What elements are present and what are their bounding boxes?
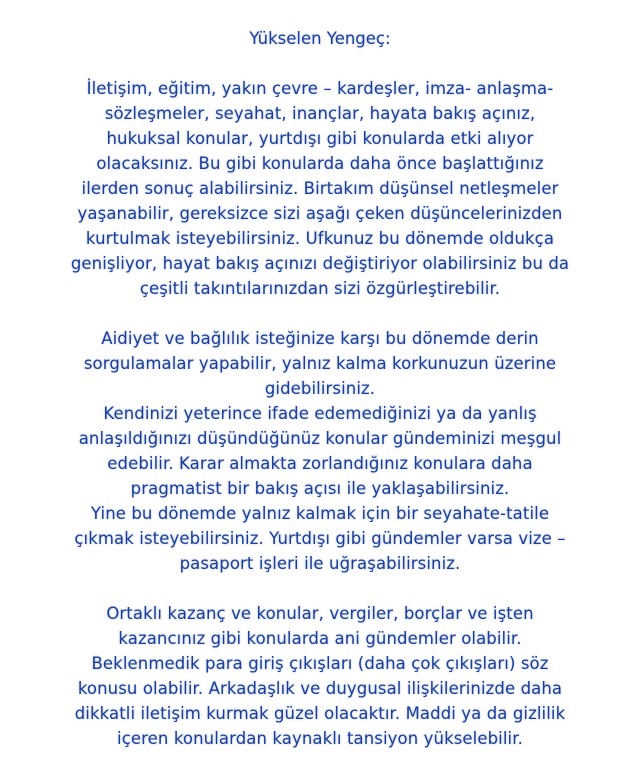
text-line: ilerden sonuç alabilirsiniz. Birtakım düşünsel netleşmeler: [81, 179, 559, 198]
text-line: Kendinizi yeterince ifade edemediğinizi ya da yanlış: [103, 404, 537, 423]
text-line: pasaport işleri ile uğraşabilirsiniz.: [179, 554, 461, 573]
document-title: Yükselen Yengeç:: [249, 29, 391, 48]
text-line: Ortaklı kazanç ve konular, vergiler, borçlar ve işten: [106, 604, 534, 623]
text-line: sorgulamalar yapabilir, yalnız kalma korkunuzun üzerine: [83, 354, 557, 373]
text-line: Aidiyet ve bağlılık isteğinize karşı bu dönemde derin: [101, 329, 539, 348]
paragraph-2: [22, 326, 618, 576]
paragraph-1: [22, 76, 618, 301]
text-line: çıkmak isteyebilirsiniz. Yurtdışı gibi gündemler varsa vize –: [74, 529, 566, 548]
text-line: çeşitli takıntılarınızdan sizi özgürleştirebilir.: [139, 279, 501, 298]
text-line: konusu olabilir. Arkadaşlık ve duygusal ilişkilerinizde daha: [77, 679, 563, 698]
text-line: Yine bu dönemde yalnız kalmak için bir seyahate-tatile: [90, 504, 550, 523]
text-line: kurtulmak isteyebilirsiniz. Ufkunuz bu dönemde oldukça: [85, 229, 555, 248]
text-line: kazancınız gibi konularda ani gündemler olabilir.: [118, 629, 522, 648]
text-line: olacaksınız. Bu gibi konularda daha önce başlattığınız: [96, 154, 544, 173]
text-line: anlaşıldığınızı düşündüğünüz konular gündeminizi meşgul: [78, 429, 562, 448]
text-line: sözleşmeler, seyahat, inançlar, hayata bakış açınız,: [104, 104, 536, 123]
text-line: pragmatist bir bakış açısı ile yaklaşabilirsiniz.: [130, 479, 510, 498]
text-line: genişliyor, hayat bakış açınızı değiştiriyor olabilirsiniz bu da: [70, 254, 570, 273]
text-line: edebilir. Karar almakta zorlandığınız konulara daha: [107, 454, 533, 473]
text-line: yaşanabilir, gereksizce sizi aşağı çeken düşüncelerinizden: [77, 204, 563, 223]
text-line: gidebilirsiniz.: [264, 379, 376, 398]
text-line: İletişim, eğitim, yakın çevre – kardeşler, imza- anlaşma-: [86, 79, 554, 98]
text-line: dikkatli iletişim kurmak güzel olacaktır. Maddi ya da gizlilik: [74, 704, 566, 723]
paragraph-3: [22, 601, 618, 751]
text-line: hukuksal konular, yurtdışı gibi konularda etki alıyor: [106, 129, 534, 148]
text-line: içeren konulardan kaynaklı tansiyon yükselebilir.: [117, 729, 523, 748]
text-line: Beklenmedik para giriş çıkışları (daha çok çıkışları) söz: [91, 654, 549, 673]
